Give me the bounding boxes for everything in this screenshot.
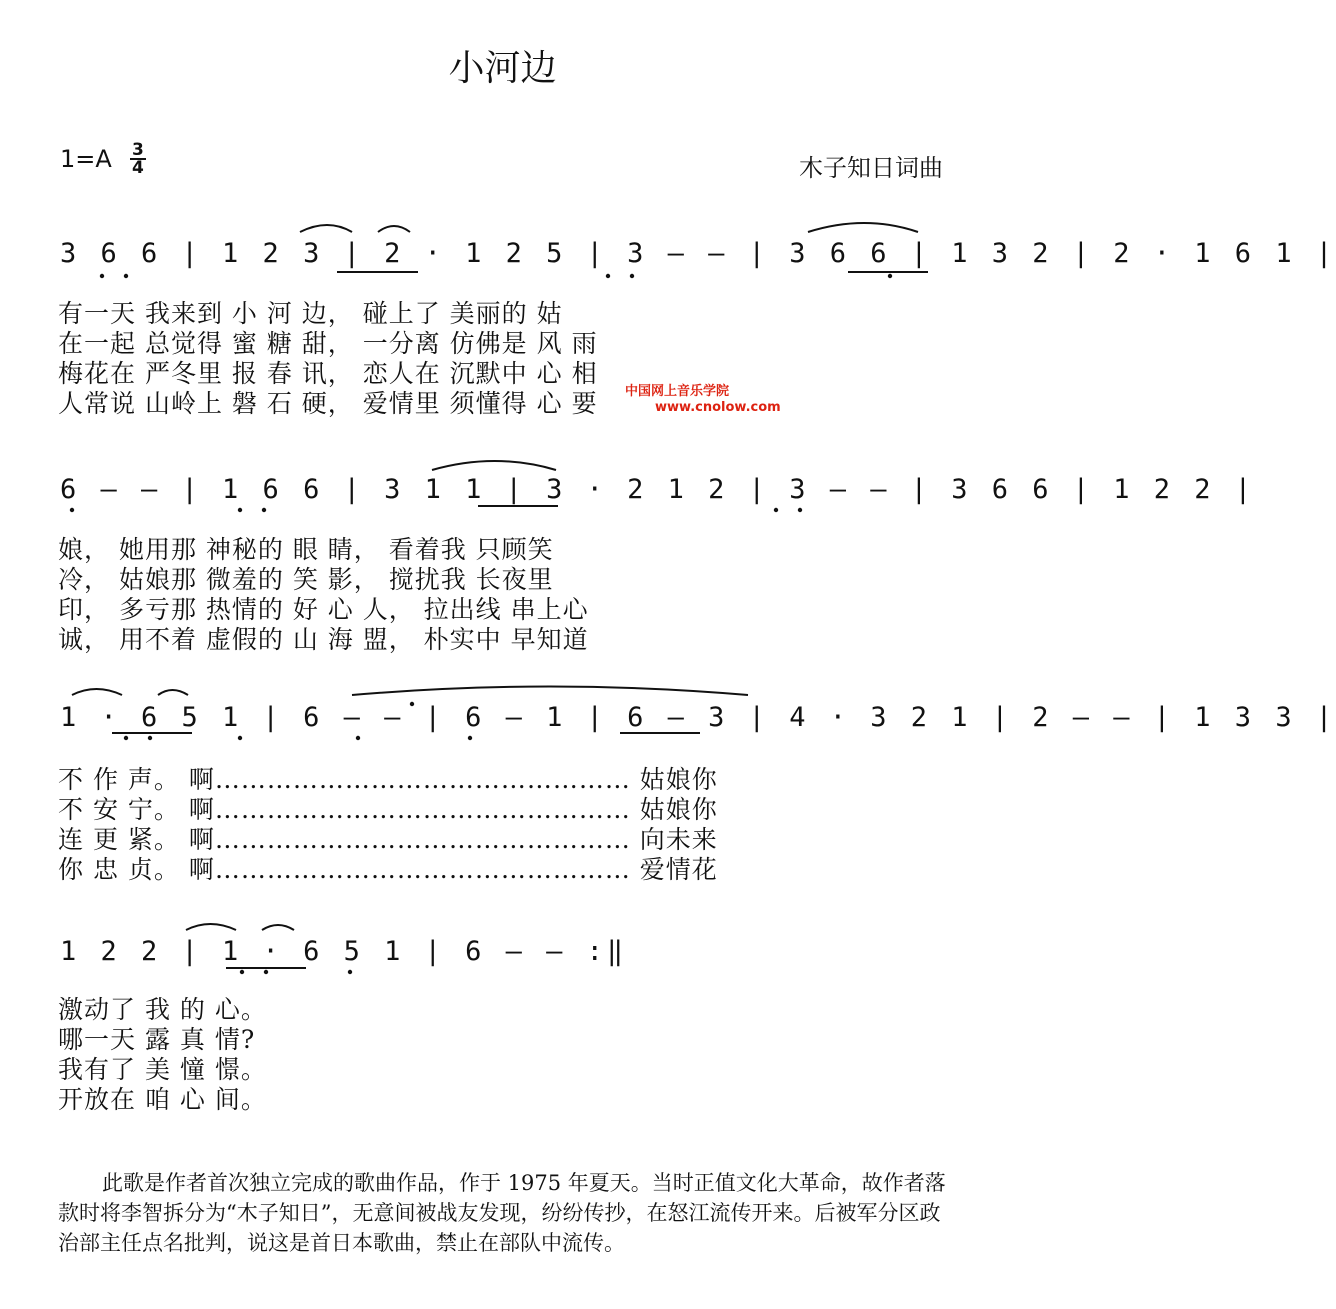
octave-dot: [468, 736, 472, 740]
time-signature-numerator: 3: [132, 140, 144, 160]
slur-mark: [808, 223, 918, 232]
song-background-note: [58, 1168, 948, 1258]
octave-dot: [100, 274, 104, 278]
notation-line-1: 3 6 6 | 1 2 3 | 2 · 1 2 5 | 3 – – | 3 6 6 | 1 3 2 | 2 · 1 6 1 |: [60, 238, 1336, 269]
notation-line-3: 1 · 6 5 1 | 6 – – | 6 – 1 | 6 – 3 | 4 · 3 2 1 | 2 – – | 1 3 3 |: [60, 702, 1336, 733]
octave-dot: [606, 274, 610, 278]
octave-dot: [630, 274, 634, 278]
lyric-line: 在一起 总觉得 蜜 糖 甜， 一分离 仿佛是 风 雨: [58, 329, 598, 358]
octave-dot: [124, 736, 128, 740]
octave-dot: [262, 508, 266, 512]
octave-dot: [238, 736, 242, 740]
lyric-line: 哪一天 露 真 情?: [58, 1025, 256, 1054]
lyric-line: 有一天 我来到 小 河 边， 碰上了 美丽的 姑: [58, 299, 563, 328]
watermark-url: www.cnolow.com: [655, 400, 781, 415]
lyric-line: 人常说 山岭上 磐 石 硬， 爱情里 须懂得 心 要: [58, 389, 598, 418]
key-signature: 1=A: [60, 145, 112, 173]
watermark-text: 中国网上音乐学院: [625, 384, 730, 399]
lyric-line: 连 更 紧。 啊………………………………………… 向未来: [58, 825, 718, 854]
lyric-line: 不 作 声。 啊………………………………………… 姑娘你: [58, 765, 718, 794]
notation-line-2: 6 – – | 1 6 6 | 3 1 1 | 3 · 2 1 2 | 3 – – | 3 6 6 | 1 2 2 |: [60, 474, 1256, 505]
slur-mark: [300, 225, 352, 232]
octave-dot: [148, 736, 152, 740]
slur-mark: [352, 687, 748, 696]
octave-dot: [774, 508, 778, 512]
lyric-line: 我有了 美 憧 憬。: [58, 1055, 267, 1084]
octave-dot: [356, 736, 360, 740]
octave-dot: [348, 970, 352, 974]
octave-dot: [70, 508, 74, 512]
lyric-line: 开放在 咱 心 间。: [58, 1085, 267, 1114]
slur-mark: [186, 924, 236, 930]
slur-mark: [432, 461, 556, 470]
octave-dot: [798, 508, 802, 512]
octave-dot: [264, 970, 268, 974]
octave-dot: [238, 508, 242, 512]
lyric-line: 你 忠 贞。 啊………………………………………… 爱情花: [58, 855, 718, 884]
lyric-line: 印， 多亏那 热情的 好 心 人， 拉出线 串上心: [58, 595, 589, 624]
lyric-line: 激动了 我 的 心。: [58, 995, 267, 1024]
lyric-line: 诚， 用不着 虚假的 山 海 盟， 朴实中 早知道: [58, 625, 589, 654]
notation-line-4: 1 2 2 | 1 · 6 5 1 | 6 – – :‖: [60, 936, 628, 967]
octave-dot: [124, 274, 128, 278]
octave-dot: [888, 274, 892, 278]
slur-mark: [158, 690, 188, 695]
lyric-line: 冷， 姑娘那 微羞的 笑 影， 搅扰我 长夜里: [58, 565, 554, 594]
slur-mark: [378, 226, 410, 232]
background-paragraph: 此歌是作者首次独立完成的歌曲作品，作于 1975 年夏天。当时正值文化大革命，故作者落款时将李智拆分为“木子知日”，无意间被战友发现，纷纷传抄，在怒江流传开来。后被军分区政治部主任点名批判，说这是首日本歌曲，禁止在部队中流传。: [58, 1171, 946, 1255]
octave-dot: [240, 970, 244, 974]
song-title: 小河边: [448, 48, 557, 89]
slur-mark: [72, 689, 122, 695]
lyric-line: 不 安 宁。 啊………………………………………… 姑娘你: [58, 795, 718, 824]
lyric-line: 梅花在 严冬里 报 春 讯， 恋人在 沉默中 心 相: [58, 359, 598, 388]
time-signature-denominator: 4: [132, 158, 144, 178]
composer-credit: 木子知日词曲: [799, 154, 943, 182]
slur-mark: [262, 925, 294, 930]
lyric-line: 娘， 她用那 神秘的 眼 睛， 看着我 只顾笑: [58, 535, 554, 564]
